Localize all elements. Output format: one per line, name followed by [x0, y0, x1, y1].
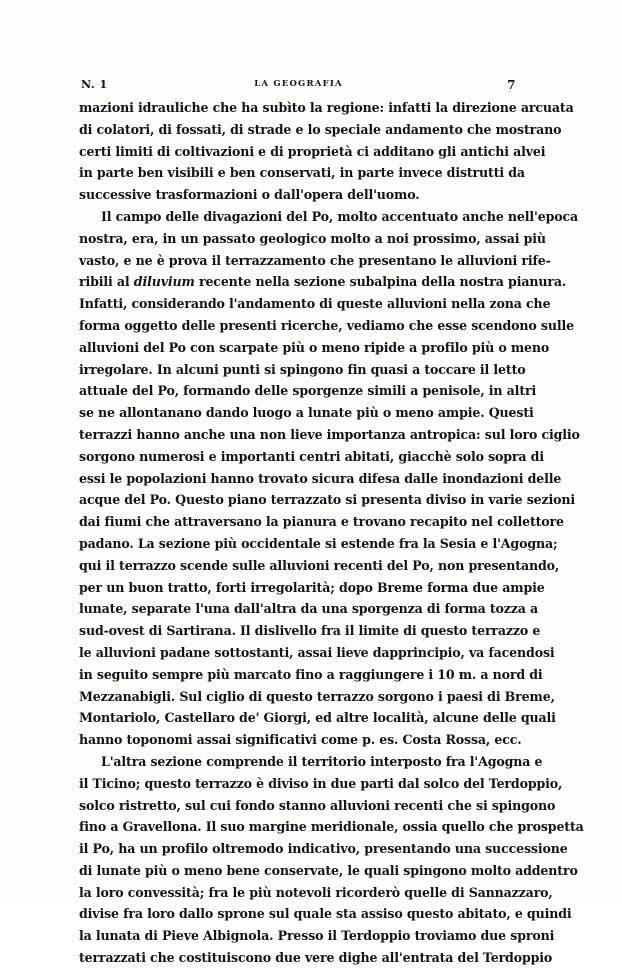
- text-line: successive trasformazioni o dall'opera dell'uomo.: [79, 187, 420, 203]
- text-line: solco ristretto, sul cui fondo stanno alluvioni recenti che si spingono: [79, 797, 556, 813]
- text-line: le alluvioni padane sottostanti, assai lieve dapprincipio, va facendosi: [79, 644, 555, 660]
- text-line: terrazzi hanno anche una non lieve importanza antropica: sul loro ciglio: [79, 426, 580, 442]
- text-line: la lunata di Pieve Albignola. Presso il Terdoppio troviamo due sproni: [79, 928, 555, 944]
- text-line: di lunate più o meno bene conservate, le quali spingono molto addentro: [79, 862, 578, 878]
- text-line: in parte ben visibili e ben conservati, in parte invece distrutti da: [79, 165, 525, 181]
- text-line: per un buon tratto, forti irregolarità; dopo Breme forma due ampie: [79, 579, 545, 595]
- journal-title: LA GEOGRAFIA: [254, 79, 343, 89]
- text-line: mazioni idrauliche che ha subìto la regione: infatti la direzione arcuata: [79, 100, 574, 115]
- text-line: la loro convessità; fra le più notevoli ricorderò quelle di Sannazzaro,: [79, 884, 553, 900]
- text-line: irregolare. In alcuni punti si spingono fin quasi a toccare il letto: [79, 361, 526, 377]
- text-line: essi le popolazioni hanno trovato sicura difesa dalle inondazioni delle: [79, 470, 562, 486]
- text-line: hanno toponomi assai significativi come p. es. Costa Rossa, ecc.: [79, 732, 522, 748]
- text-line: lunate, separate l'una dall'altra da una sporgenza di forma tozza a: [79, 601, 539, 617]
- running-header: [81, 78, 516, 94]
- text-line: qui il terrazzo scende sulle alluvioni recenti del Po, non presentando,: [79, 557, 560, 573]
- text-line: nostra, era, in un passato geologico molto a noi prossimo, assai più: [79, 230, 546, 246]
- text-line: Montariolo, Castellaro de' Giorgi, ed altre località, alcune delle quali: [79, 710, 556, 726]
- body-text: [79, 97, 584, 969]
- text-line: il Po, ha un profilo oltremodo indicativo, presentando una successione: [79, 841, 568, 857]
- text-line: acque del Po. Questo piano terrazzato si presenta diviso in varie sezioni: [79, 492, 576, 508]
- text-line: dai fiumi che attraversano la pianura e trovano recapito nel collettore: [79, 514, 564, 530]
- text-line: sorgono numerosi e importanti centri abitati, giacchè solo sopra di: [79, 448, 544, 464]
- text-line: in seguito sempre più marcato fino a raggiungere i 10 m. a nord di: [79, 666, 543, 682]
- text-line: L'altra sezione comprende il territorio interposto fra l'Agogna e: [101, 753, 543, 769]
- page-number: 7: [507, 78, 516, 92]
- text-line: ribili al diluvium recente nella sezione subalpina della nostra pianura.: [79, 274, 567, 290]
- text-line: Infatti, considerando l'andamento di queste alluvioni nella zona che: [79, 296, 551, 312]
- text-line: di colatori, di fossati, di strade e lo speciale andamento che mostrano: [79, 121, 562, 137]
- text-line: terrazzati che costituiscono due vere dighe all'entrata del Terdoppio: [79, 950, 553, 966]
- text-line: Il campo delle divagazioni del Po, molto accentuato anche nell'epoca: [101, 208, 579, 224]
- issue-number: N. 1: [81, 78, 108, 91]
- italic-term: diluvium: [133, 274, 195, 290]
- text-line: vasto, e ne è prova il terrazzamento che presentano le alluvioni rife-: [79, 252, 551, 268]
- text-line: divise fra loro dallo sprone sul quale sta assiso questo abitato, e quindi: [79, 906, 572, 922]
- text-line: certi limiti di coltivazioni e di proprietà ci additano gli antichi alvei: [79, 143, 546, 159]
- text-line: padano. La sezione più occidentale si estende fra la Sesia e l'Agogna;: [79, 535, 558, 551]
- text-line: alluvioni del Po con scarpate più o meno ripide a profilo più o meno: [79, 339, 550, 355]
- text-line: forma oggetto delle presenti ricerche, vediamo che esse scendono sulle: [79, 317, 574, 333]
- text-line: il Ticino; questo terrazzo è diviso in due parti dal solco del Terdoppio,: [79, 775, 563, 791]
- text-line: se ne allontanano dando luogo a lunate più o meno ampie. Questi: [79, 405, 534, 421]
- text-line: Mezzanabigli. Sul ciglio di questo terrazzo sorgono i paesi di Breme,: [79, 688, 555, 704]
- text-line: fino a Gravellona. Il suo margine meridionale, ossia quello che prospetta: [79, 819, 584, 835]
- text-line: sud-ovest di Sartirana. Il dislivello fra il limite di questo terrazzo e: [79, 623, 541, 639]
- text-line: attuale del Po, formando delle sporgenze simili a penisole, in altri: [79, 383, 537, 399]
